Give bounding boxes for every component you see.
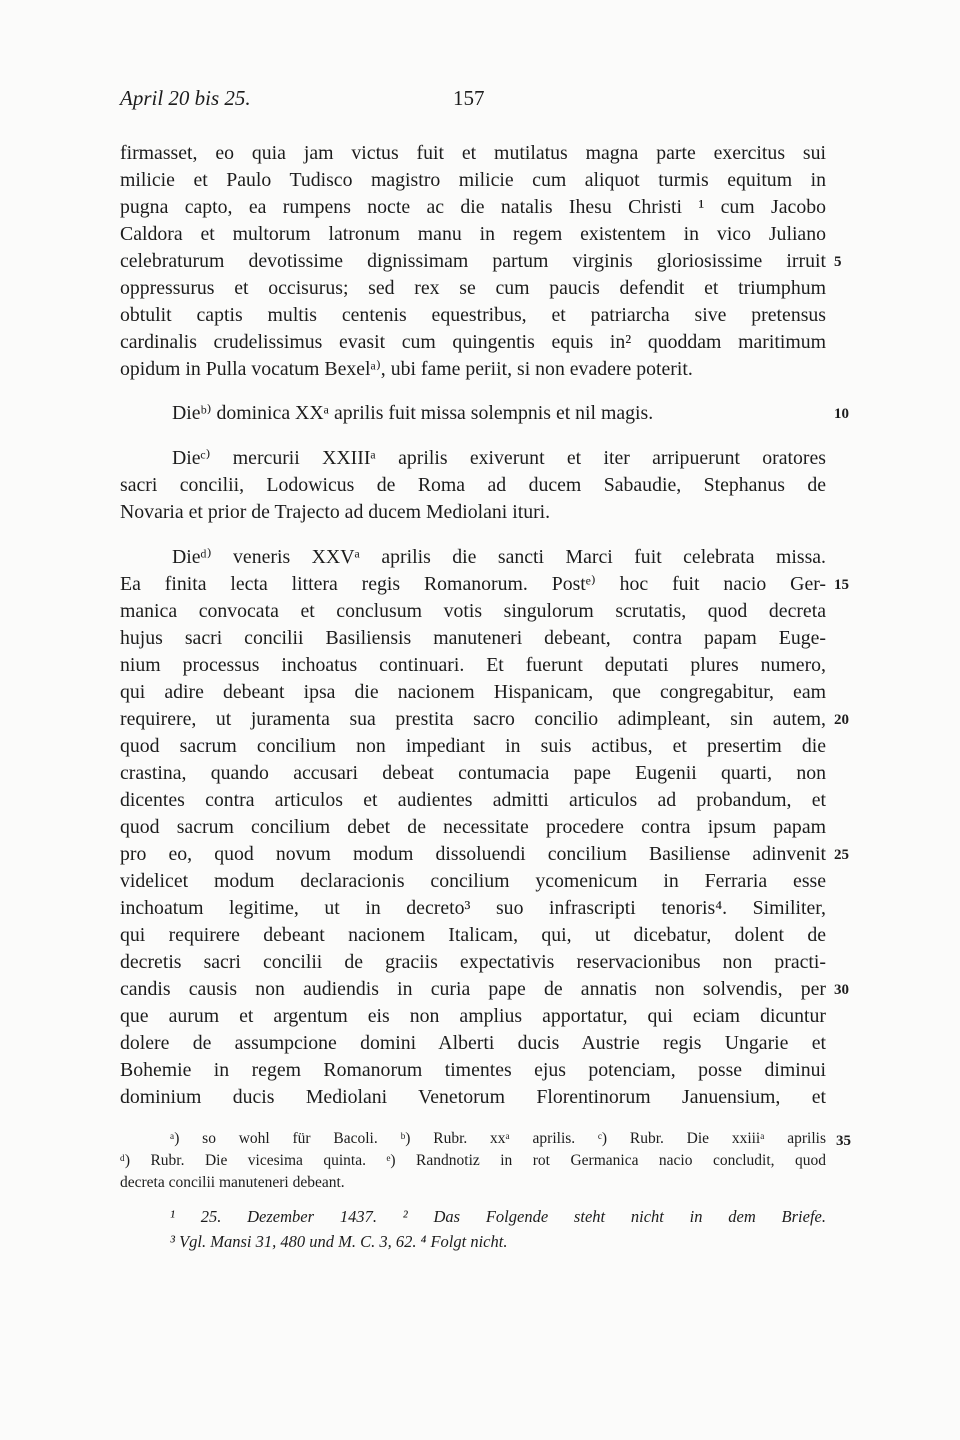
text-line: oppressurus et occisurus; sed rex se cum paucis defendit et triumphum: [120, 277, 826, 299]
line-number: 20: [834, 712, 849, 728]
text-line: requirere, ut juramenta sua prestita sacro concilio adimpleant, sin autem,: [120, 708, 826, 730]
text-line: quod sacrum concilium debet de necessitate procedere contra ipsum papam: [120, 816, 826, 838]
text-line: dominium ducis Mediolani Venetorum Florentinorum Januensium, et: [120, 1086, 826, 1108]
text-line: sacri concilii, Lodowicus de Roma ad ducem Sabaudie, Stephanus de: [120, 474, 826, 496]
text-line: qui adire debeant ipsa die nacionem Hispanicam, que congregabitur, eam: [120, 681, 826, 703]
line-number: 35: [836, 1133, 851, 1149]
text-line: videlicet modum declaracionis concilium ycomenicum in Ferraria esse: [120, 870, 826, 892]
text-line: decretis sacri concilii de graciis expectativis reservacionibus non practi-: [120, 951, 826, 973]
text-line: quod sacrum concilium non impediant in suis actibus, et presertim die: [120, 735, 826, 757]
text-line: Ea finita lecta littera regis Romanorum. Postᵉ⁾ hoc fuit nacio Ger-: [120, 573, 826, 595]
text-line: hujus sacri concilii Basiliensis manuteneri debeant, contra papam Euge-: [120, 627, 826, 649]
text-line: crastina, quando accusari debeat contumacia pape Eugenii quarti, non: [120, 762, 826, 784]
text-line: Dieᵈ⁾ veneris XXVᵃ aprilis die sancti Marci fuit celebrata missa.: [172, 546, 826, 568]
line-number: 25: [834, 847, 849, 863]
footnote-line: ᵈ) Rubr. Die vicesima quinta. ᵉ) Randnotiz in rot Germanica nacio concludit, quod: [120, 1152, 826, 1169]
text-line: opidum in Pulla vocatum Bexelᵃ⁾, ubi fame periit, si non evadere poterit.: [120, 358, 693, 380]
text-line: nium processus inchoatus continuari. Et fuerunt deputati plures numero,: [120, 654, 826, 676]
line-number: 5: [834, 254, 842, 270]
text-line: dolere de assumpcione domini Alberti ducis Austrie regis Ungarie et: [120, 1032, 826, 1054]
line-number: 15: [834, 577, 849, 593]
footnote-line: ¹ 25. Dezember 1437. ² Das Folgende steht nicht in dem Briefe.: [170, 1207, 826, 1226]
text-line: celebraturum devotissime dignissimam partum virginis gloriosissime irruit: [120, 250, 826, 272]
text-line: pugna capto, ea rumpens nocte ac die natalis Ihesu Christi ¹ cum Jacobo: [120, 196, 826, 218]
text-line: firmasset, eo quia jam victus fuit et mutilatus magna parte exercitus sui: [120, 142, 826, 164]
text-line: milicie et Paulo Tudisco magistro milicie cum aliquot turmis equitum in: [120, 169, 826, 191]
text-line: inchoatum legitime, ut in decreto³ suo infrascripti tenoris⁴. Similiter,: [120, 897, 826, 919]
text-line: pro eo, quod novum modum dissoluendi concilium Basiliense adinvenit: [120, 843, 826, 865]
footnote-line: decreta concilii manuteneri debeant.: [120, 1174, 345, 1191]
text-line: Caldora et multorum latronum manu in regem existentem in vico Juliano: [120, 223, 826, 245]
text-line: que aurum et argentum eis non amplius apportatur, qui eciam dicuntur: [120, 1005, 826, 1027]
running-head: April 20 bis 25.: [120, 86, 251, 110]
footnote-line: ᵃ) so wohl für Bacoli. ᵇ) Rubr. xxᵃ aprilis. ᶜ) Rubr. Die xxiiiᵃ aprilis: [170, 1130, 826, 1147]
text-line: Dieᵇ⁾ dominica XXᵃ aprilis fuit missa solempnis et nil magis.: [172, 402, 654, 424]
text-line: Bohemie in regem Romanorum timentes ejus potenciam, posse diminui: [120, 1059, 826, 1081]
text-line: Dieᶜ⁾ mercurii XXIIIᵃ aprilis exiverunt et iter arripuerunt oratores: [172, 447, 826, 469]
text-line: qui requirere debeant nacionem Italicam, qui, ut dicebatur, dolent de: [120, 924, 826, 946]
line-number: 10: [834, 406, 849, 422]
page-number: 157: [453, 86, 485, 110]
page-header: [120, 86, 826, 116]
text-line: Novaria et prior de Trajecto ad ducem Mediolani ituri.: [120, 501, 551, 523]
text-line: candis causis non audiendis in curia pape de annatis non solvendis, per: [120, 978, 826, 1000]
footnote-line: ³ Vgl. Mansi 31, 480 und M. C. 3, 62. ⁴ Folgt nicht.: [170, 1232, 508, 1251]
line-number: 30: [834, 982, 849, 998]
text-line: dicentes contra articulos et audientes admitti articulos ad probandum, et: [120, 789, 826, 811]
text-line: cardinalis crudelissimus evasit cum quingentis equis in² quoddam maritimum: [120, 331, 826, 353]
text-line: obtulit captis multis centenis equestribus, et patriarcha sive pretensus: [120, 304, 826, 326]
text-line: manica convocata et conclusum votis singulorum scrutatis, quod decreta: [120, 600, 826, 622]
